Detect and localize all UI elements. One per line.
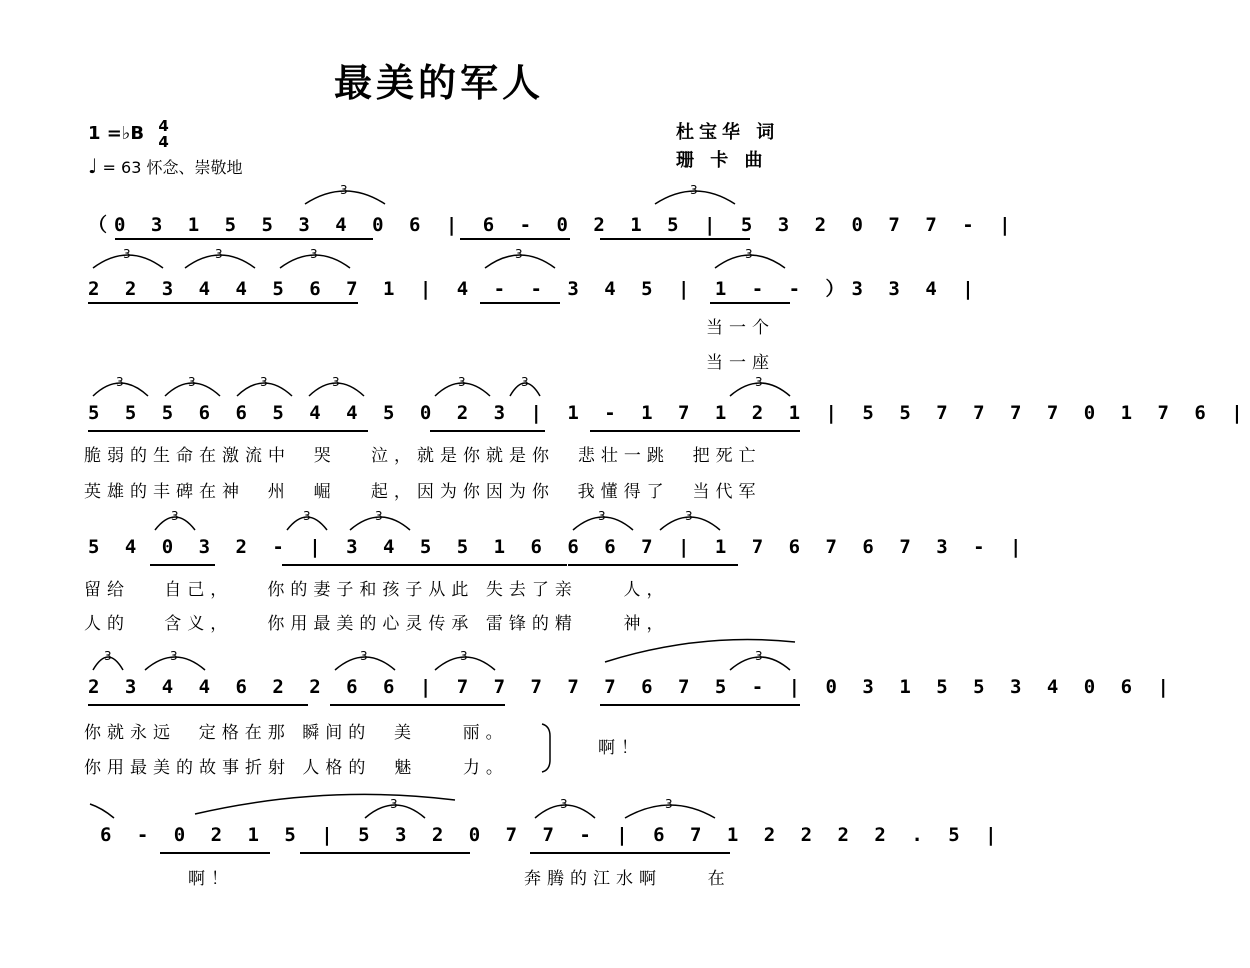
triplet-slur <box>140 646 210 676</box>
lyric-final: 奔腾的江水啊 在 <box>524 869 731 889</box>
lyric-verse-2-line-1: 英雄的丰碑在神 州 崛 起，因为你因为你 我懂得了 当代军 <box>84 482 762 502</box>
svg-text:3: 3 <box>360 649 368 663</box>
underline <box>160 852 270 854</box>
svg-text:3: 3 <box>515 247 523 261</box>
underline <box>282 564 567 566</box>
svg-text:3: 3 <box>332 375 340 389</box>
underline <box>568 564 738 566</box>
notation-line: （0 3 1 5 5 3 4 0 6 | 6 - 0 2 1 5 | 5 3 2 0 7 7 - | <box>88 214 1018 236</box>
key-text: 1 =♭B <box>88 123 145 144</box>
song-title: 最美的军人 <box>333 60 544 105</box>
underline <box>330 704 505 706</box>
triplet-slur <box>360 794 430 824</box>
triplet-slur <box>710 244 790 274</box>
lyric-verse-2-line-2: 人的 含义， 你用最美的心灵传承 雷锋的精 神， <box>84 614 670 634</box>
triplet-slur <box>725 372 795 402</box>
svg-text:3: 3 <box>665 797 673 811</box>
underline <box>115 238 373 240</box>
svg-text:3: 3 <box>215 247 223 261</box>
staff-row-2 <box>0 244 981 324</box>
staff-row-4 <box>0 506 1029 586</box>
quarter-note-icon: ♩ <box>88 154 98 178</box>
underline <box>600 238 750 240</box>
svg-text:3: 3 <box>171 509 179 523</box>
lyricist: 杜宝华 词 <box>676 122 780 143</box>
svg-text:3: 3 <box>310 247 318 261</box>
svg-text:3: 3 <box>690 183 698 197</box>
staff-row-3 <box>0 372 1250 452</box>
triplet-slur <box>88 646 128 676</box>
staff-row-5 <box>0 646 1176 726</box>
pickup-lyric-1: 当一个 <box>706 318 775 338</box>
underline <box>530 852 730 854</box>
triplet-slur <box>505 372 545 402</box>
svg-text:3: 3 <box>390 797 398 811</box>
triplet-slur <box>725 646 795 676</box>
ah-lyric-1: 啊！ <box>598 738 644 758</box>
triplet-slur <box>88 244 168 274</box>
svg-text:3: 3 <box>188 375 196 389</box>
svg-text:3: 3 <box>755 375 763 389</box>
time-bottom: 4 <box>158 133 169 151</box>
triplet-slur <box>568 506 638 536</box>
underline <box>300 852 470 854</box>
triplet-slur <box>304 372 369 402</box>
lyric-verse-1-line-3: 你就永远 定格在那 瞬间的 美 丽。 <box>84 723 509 743</box>
verse-bracket <box>540 722 556 774</box>
triplet-slur <box>655 506 725 536</box>
tie-slur <box>88 794 118 824</box>
triplet-slur <box>345 506 415 536</box>
svg-text:3: 3 <box>755 649 763 663</box>
notation-line: 2 2 3 4 4 5 6 7 1 | 4 - - 3 4 5 | 1 - - ）3 3 4 | <box>88 278 981 300</box>
notation-line: 5 4 0 3 2 - | 3 4 5 5 1 6 6 6 7 | 1 7 6 7 6 7 3 - | <box>88 536 1029 558</box>
svg-text:3: 3 <box>303 509 311 523</box>
svg-text:3: 3 <box>260 375 268 389</box>
composer: 珊 卡 曲 <box>676 150 768 171</box>
underline <box>430 430 545 432</box>
underline <box>480 302 560 304</box>
underline <box>150 564 215 566</box>
triplet-slur <box>650 180 740 210</box>
tempo-text: = 63 怀念、崇敬地 <box>102 158 243 177</box>
triplet-slur <box>282 506 332 536</box>
time-signature <box>158 118 168 150</box>
triplet-slur <box>275 244 355 274</box>
svg-text:3: 3 <box>745 247 753 261</box>
svg-text:3: 3 <box>521 375 529 389</box>
notation-line: 6 - 0 2 1 5 | 5 3 2 0 7 7 - | 6 7 1 2 2 2 2 . 5 | <box>100 824 1004 846</box>
underline <box>590 430 800 432</box>
triplet-slur <box>300 180 390 210</box>
triplet-slur <box>150 506 200 536</box>
svg-text:3: 3 <box>340 183 348 197</box>
underline <box>460 238 570 240</box>
svg-text:3: 3 <box>116 375 124 389</box>
svg-text:3: 3 <box>598 509 606 523</box>
underline <box>600 704 800 706</box>
svg-text:3: 3 <box>170 649 178 663</box>
underline <box>710 302 790 304</box>
triplet-slur <box>430 372 495 402</box>
key-signature <box>88 118 169 150</box>
lyric-verse-1-line-1: 脆弱的生命在激流中 哭 泣，就是你就是你 悲壮一跳 把死亡 <box>84 446 762 466</box>
notation-line: 5 5 5 6 6 5 4 4 5 0 2 3 | 1 - 1 7 1 2 1 | 5 5 7 7 7 7 0 1 7 6 | <box>88 402 1250 424</box>
underline <box>88 704 308 706</box>
triplet-slur <box>480 244 560 274</box>
triplet-slur <box>232 372 297 402</box>
underline <box>88 430 368 432</box>
svg-text:3: 3 <box>560 797 568 811</box>
notation-line: 2 3 4 4 6 2 2 6 6 | 7 7 7 7 7 6 7 5 - | 0 3 1 5 5 3 4 0 6 | <box>88 676 1176 698</box>
underline <box>88 302 358 304</box>
triplet-slur <box>620 794 720 824</box>
time-top: 4 <box>158 117 169 135</box>
triplet-slur <box>88 372 153 402</box>
lyric-verse-1-line-2: 留给 自己， 你的妻子和孩子从此 失去了亲 人， <box>84 580 670 600</box>
triplet-slur <box>330 646 400 676</box>
svg-text:3: 3 <box>123 247 131 261</box>
svg-text:3: 3 <box>104 649 112 663</box>
svg-text:3: 3 <box>460 649 468 663</box>
svg-text:3: 3 <box>375 509 383 523</box>
triplet-slur <box>180 244 260 274</box>
lyric-verse-2-line-3: 你用最美的故事折射 人格的 魅 力。 <box>84 758 509 778</box>
triplet-slur <box>530 794 600 824</box>
pickup-lyric-2: 当一座 <box>706 353 775 373</box>
staff-row-6 <box>0 794 1004 874</box>
svg-text:3: 3 <box>458 375 466 389</box>
svg-text:3: 3 <box>685 509 693 523</box>
triplet-slur <box>160 372 225 402</box>
tempo-marking <box>88 154 242 178</box>
ah-lyric-2: 啊！ <box>188 869 234 889</box>
triplet-slur <box>430 646 500 676</box>
